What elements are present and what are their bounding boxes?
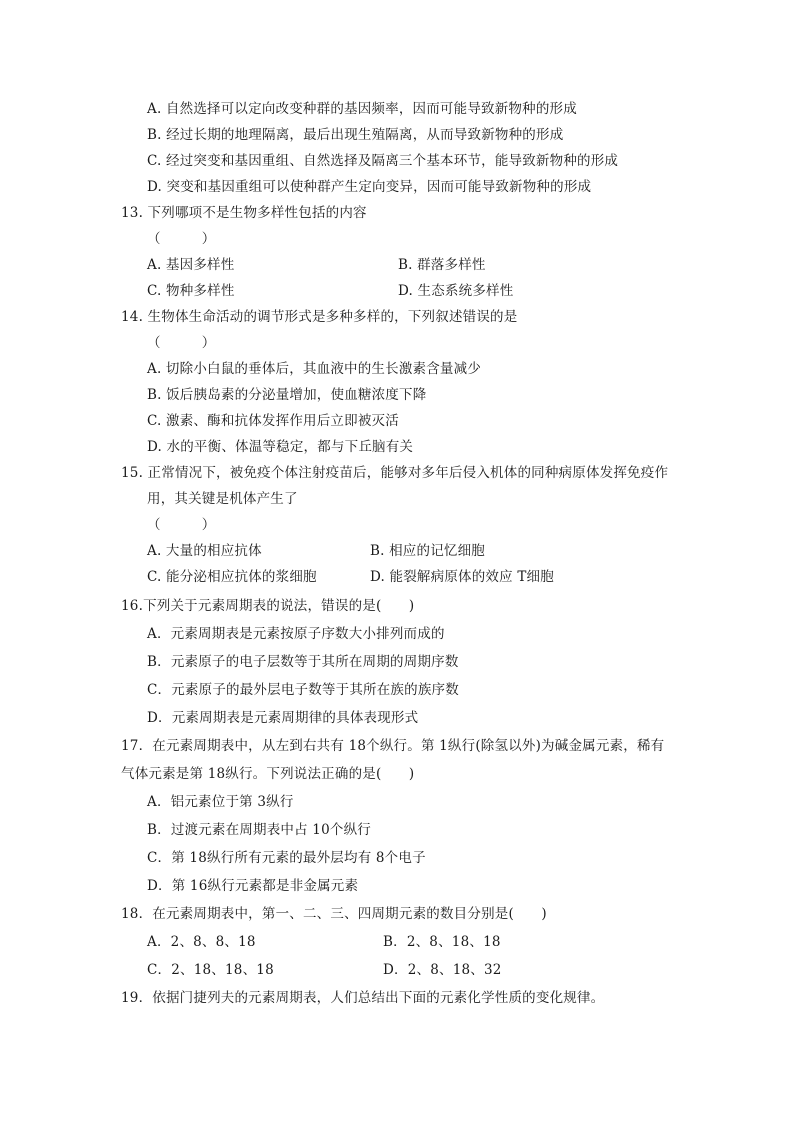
q17-stem-line-2: 气体元素是第 18纵行。下列说法正确的是( ): [121, 766, 415, 782]
q16-option-a: A．元素周期表是元素按原子序数大小排列而成的: [147, 626, 445, 642]
q18-option-a: A．2、8、8、18: [147, 934, 256, 950]
q18-stem: 18．在元素周期表中，第一、二、三、四周期元素的数目分别是( ): [121, 906, 547, 922]
q16-stem: 16.下列关于元素周期表的说法，错误的是( ): [121, 598, 415, 614]
q12-option-a: A. 自然选择可以定向改变种群的基因频率，因而可能导致新物种的形成: [147, 101, 577, 117]
q15-stem-line-2: 用，其关键是机体产生了: [147, 491, 298, 507]
q13-option-d: D. 生态系统多样性: [398, 283, 514, 299]
q14-option-b: B. 饭后胰岛素的分泌量增加，使血糖浓度下降: [147, 387, 427, 403]
q13-option-c: C. 物种多样性: [147, 283, 235, 299]
q15-option-d: D. 能裂解病原体的效应 T细胞: [370, 569, 554, 585]
q17-option-c: C．第 18纵行所有元素的最外层均有 8个电子: [147, 850, 426, 866]
q13-option-a: A. 基因多样性: [147, 257, 235, 273]
q18-option-d: D．2、8、18、32: [383, 962, 502, 978]
q14-option-c: C. 激素、酶和抗体发挥作用后立即被灭活: [147, 413, 399, 429]
q15-answer-blank: （ ）: [147, 517, 216, 533]
q17-option-b: B．过渡元素在周期表中占 10个纵行: [147, 822, 371, 838]
q13-option-b: B. 群落多样性: [398, 257, 486, 273]
q12-option-b: B. 经过长期的地理隔离，最后出现生殖隔离，从而导致新物种的形成: [147, 127, 564, 143]
q15-option-b: B. 相应的记忆细胞: [370, 543, 486, 559]
q17-option-d: D．第 16纵行元素都是非金属元素: [147, 878, 359, 894]
q12-option-d: D. 突变和基因重组可以使种群产生定向变异，因而可能导致新物种的形成: [147, 179, 592, 195]
q12-option-c: C. 经过突变和基因重组、自然选择及隔离三个基本环节，能导致新物种的形成: [147, 153, 619, 169]
q16-option-c: C．元素原子的最外层电子数等于其所在族的族序数: [147, 682, 459, 698]
q14-answer-blank: （ ）: [147, 335, 216, 351]
q17-stem-line-1: 17．在元素周期表中，从左到右共有 18个纵行。第 1纵行(除氢以外)为碱金属元素，稀有: [121, 738, 665, 754]
q18-option-c: C．2、18、18、18: [147, 962, 274, 978]
q15-stem-line-1: 15. 正常情况下，被免疫个体注射疫苗后，能够对多年后侵入机体的同种病原体发挥免疫作: [121, 465, 669, 481]
q19-stem: 19．依据门捷列夫的元素周期表，人们总结出下面的元素化学性质的变化规律。: [121, 990, 605, 1006]
q15-option-a: A. 大量的相应抗体: [147, 543, 262, 559]
q13-stem: 13. 下列哪项不是生物多样性包括的内容: [121, 205, 367, 221]
q15-option-c: C. 能分泌相应抗体的浆细胞: [147, 569, 317, 585]
q17-option-a: A．铝元素位于第 3纵行: [147, 794, 294, 810]
q13-answer-blank: （ ）: [147, 231, 216, 247]
q18-option-b: B．2、8、18、18: [383, 934, 501, 950]
q16-option-b: B．元素原子的电子层数等于其所在周期的周期序数: [147, 654, 459, 670]
q14-stem: 14. 生物体生命活动的调节形式是多种多样的，下列叙述错误的是: [121, 309, 518, 325]
q16-option-d: D．元素周期表是元素周期律的具体表现形式: [147, 710, 419, 726]
q14-option-a: A. 切除小白鼠的垂体后，其血液中的生长激素含量减少: [147, 361, 482, 377]
q14-option-d: D. 水的平衡、体温等稳定，都与下丘脑有关: [147, 439, 414, 455]
